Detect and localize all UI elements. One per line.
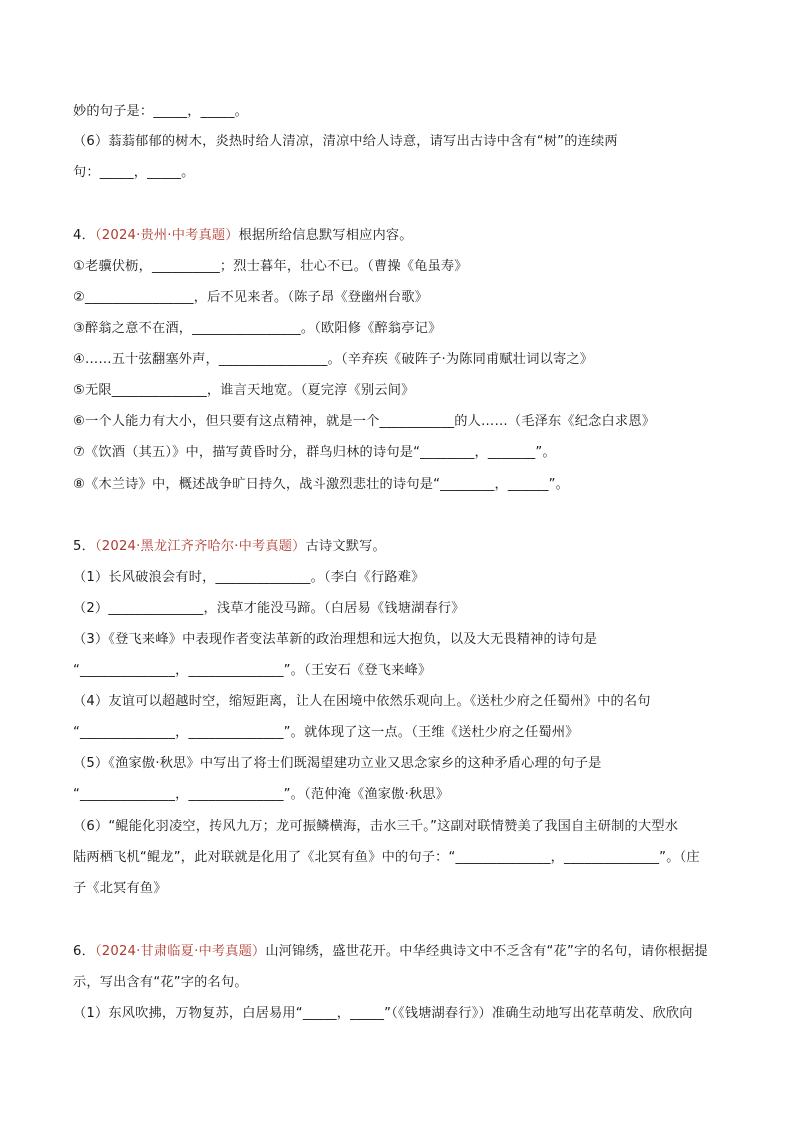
question-source: （2024·黑龙江齐齐哈尔·中考真题） (94, 539, 306, 554)
question-number: 5． (73, 539, 95, 554)
text-line: ⑦《饮酒（其五）》中，描写黄昏时分，群鸟归林的诗句是“________，_______”。 (73, 445, 556, 460)
question-4-header (73, 227, 413, 245)
question-number: 6． (73, 944, 95, 959)
text-line: ②________________，后不见来者。（陈子昂《登幽州台歌》 (73, 290, 429, 305)
question-source: （2024·甘肃临夏·中考真题） (94, 944, 266, 959)
text-line: ③醉翁之意不在酒，________________。（欧阳修《醉翁亭记》 (73, 321, 442, 336)
text-line: 陆两栖飞机“鲲龙”，此对联就是化用了《北冥有鱼》中的句子：“______________，______________”。（庄 (73, 850, 700, 865)
text-line: ④……五十弦翻塞外声，________________。（辛弃疾《破阵子·为陈同甫赋壮词以寄之》 (73, 352, 594, 367)
text-line: ⑧《木兰诗》中，概述战争旷日持久，战斗激烈悲壮的诗句是“________，______”。 (73, 477, 570, 492)
text-line: 子《北冥有鱼》 (73, 881, 167, 896)
text-line: “______________，______________”。（王安石《登飞来峰》 (73, 663, 432, 678)
text-line: （4）友谊可以超越时空，缩短距离，让人在困境中依然乐观向上。《送杜少府之任蜀州》中的名句 (73, 694, 651, 709)
text-line: 示，写出含有“花”字的名句。 (73, 975, 248, 990)
text-line: 句：_____，_____。 (73, 165, 195, 180)
question-stem: 古诗文默写。 (305, 539, 386, 554)
text-line: （1）长风破浪会有时，______________。（李白《行路难》 (73, 570, 425, 585)
text-line: “______________，______________”。（范仲淹《渔家傲·秋思》 (73, 787, 450, 802)
text-line: （6）蓊蓊郁郁的树木，炎热时给人清凉，清凉中给人诗意，请写出古诗中含有“树”的连续两 (73, 134, 618, 149)
question-source: （2024·贵州·中考真题） (94, 228, 239, 243)
question-stem: 根据所给信息默写相应内容。 (238, 228, 413, 243)
question-6-header (73, 943, 708, 961)
text-line: ⑥一个人能力有大小，但只要有这点精神，就是一个___________的人……（毛泽东《纪念白求恩》 (73, 414, 656, 429)
text-line: ①老骥伏枥，__________；烈士暮年，壮心不已。（曹操《龟虽寿》 (73, 259, 468, 274)
text-line: “______________，______________”。就体现了这一点。（王维《送杜少府之任蜀州》 (73, 725, 579, 740)
text-line: （3）《登飞来峰》中表现作者变法革新的政治理想和远大抱负，以及大无畏精神的诗句是 (73, 632, 598, 647)
question-stem: 山河锦绣，盛世花开。中华经典诗文中不乏含有“花”字的名句，请你根据提 (265, 944, 708, 959)
text-line: ⑤无限______________，谁言天地宽。（夏完淳《别云间》 (73, 383, 415, 398)
text-line: （5）《渔家傲·秋思》中写出了将士们既渴望建功立业又思念家乡的这种矛盾心理的句子是 (73, 756, 602, 771)
text-line: （6）“鲲能化羽凌空，抟风九万；龙可振鳞横海，击水三千。”这副对联情赞美了我国自主研制的大型水 (73, 819, 679, 834)
text-line: （1）东风吹拂，万物复苏，白居易用“_____，_____”（《钱塘湖春行》）准确生动地写出花草萌发、欣欣向 (73, 1006, 693, 1021)
question-number: 4． (73, 228, 95, 243)
question-5-header (73, 538, 386, 556)
text-line: 妙的句子是：_____，_____。 (73, 104, 249, 119)
text-line: （2）______________，浅草才能没马蹄。（白居易《钱塘湖春行》 (73, 601, 465, 616)
